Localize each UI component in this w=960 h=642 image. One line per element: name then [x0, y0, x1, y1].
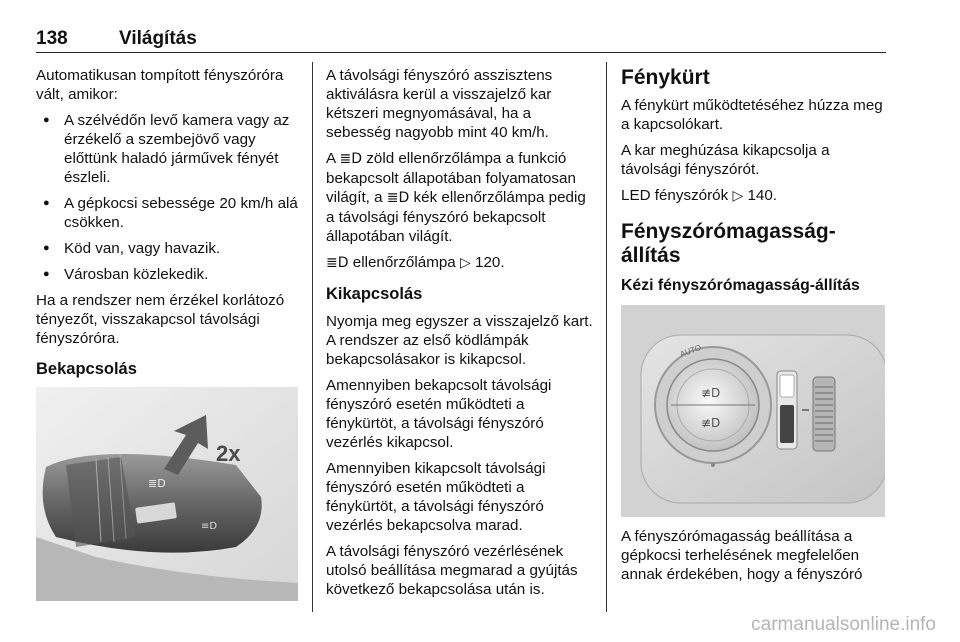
paragraph: A távolsági fényszóró vezérlésének utolsó beállítása megmarad a gyújtás következő bekapcsolása után is. [326, 543, 578, 598]
paragraph: Ha a rendszer nem érzékel korlátozó tényezőt, visszakapcsol távolsági fényszóróra. [36, 292, 285, 347]
paragraph: LED fényszórók ▷ 140. [621, 187, 778, 204]
light-switch-figure [621, 305, 885, 517]
page-header [36, 28, 886, 53]
paragraph: A távolsági fényszóró asszisztens aktiválásra kerül a visszajelző kar kétszeri megnyomásával, ha a sebesség nagyobb mint 40 km/h. [326, 67, 553, 141]
paragraph: Amennyiben kikapcsolt távolsági fényszóró esetén működteti a fénykürtöt, a távolsági fényszóró vezérlés bekapcsolva marad. [326, 460, 546, 534]
section-heading-bekapcsolas: Bekapcsolás [36, 360, 137, 378]
page-reference-link[interactable]: 140. [747, 187, 778, 204]
paragraph: A fénykürt működtetéséhez húzza meg a kapcsolókart. [621, 97, 883, 133]
paragraph: ≣D ellenőrzőlámpa ▷ 120. [326, 254, 505, 271]
svg-text:≣D: ≣D [148, 477, 166, 490]
paragraph: A fényszórómagasság beállítása a gépkocsi terhelésének megfelelően annak érdekében, hogy a fényszóró [621, 528, 863, 583]
paragraph: Amennyiben bekapcsolt távolsági fényszóró esetén működteti a fénykürtöt, a távolsági fényszóró vezérlés kikapcsol. [326, 377, 552, 451]
dial-auto-label: AUTO [678, 342, 703, 359]
auto-beam-icon: ≣D [326, 255, 349, 271]
section-heading-fenykurt: Fénykürt [621, 66, 710, 89]
list-item: ● Városban közlekedik. [36, 265, 301, 284]
condition-list [36, 111, 301, 284]
page-reference-link[interactable]: 120. [475, 254, 505, 271]
svg-text:≡D: ≡D [201, 521, 218, 532]
press-twice-label: 2x [216, 441, 241, 466]
paragraph: Nyomja meg egyszer a visszajelző kart. A rendszer az első ködlámpák bekapcsolásakor is kikapcsol. [326, 313, 593, 368]
paragraph: A ≣D zöld ellenőrzőlámpa a funkció bekapcsolt állapotában folyamatosan világít, a ≣D kék ellenőrzőlámpa pedig a távolsági fényszóró bekapcsolt állapotában világít. [326, 150, 586, 245]
auto-beam-icon: ≣D [339, 151, 363, 167]
high-beam-icon: ≣D [386, 190, 410, 206]
page-number: 138 [36, 28, 68, 49]
column-divider [606, 62, 607, 612]
svg-text:≢D: ≢D [701, 386, 721, 400]
watermark: carmanualsonline.info [751, 614, 936, 635]
section-heading-kikapcsolas: Kikapcsolás [326, 285, 423, 303]
page-reference-arrow-icon: ▷ [459, 255, 471, 271]
page-reference-arrow-icon: ▷ [732, 188, 744, 204]
stalk-figure [36, 387, 298, 601]
list-item: ● A szélvédőn levő kamera vagy az érzékelő a szembejövő vagy előttünk haladó járművek fényét észleli. [36, 111, 301, 187]
subsection-heading-kezi: Kézi fényszórómagasság-állítás [621, 277, 860, 294]
column-divider [312, 62, 313, 612]
paragraph: A kar meghúzása kikapcsolja a távolsági fényszórót. [621, 142, 830, 178]
column-2 [326, 66, 594, 606]
svg-text:≢D: ≢D [701, 416, 721, 430]
column-1 [36, 66, 301, 601]
intro-text: Automatikusan tompított fényszóróra vált, amikor: [36, 67, 284, 103]
list-item: ● Köd van, vagy havazik. [36, 239, 301, 258]
section-heading-fenyszoromagassag: Fényszórómagasság-állítás [621, 220, 836, 267]
list-item: ● A gépkocsi sebessége 20 km/h alá csökken. [36, 194, 301, 232]
column-3 [621, 66, 887, 591]
chapter-title: Világítás [119, 28, 197, 49]
